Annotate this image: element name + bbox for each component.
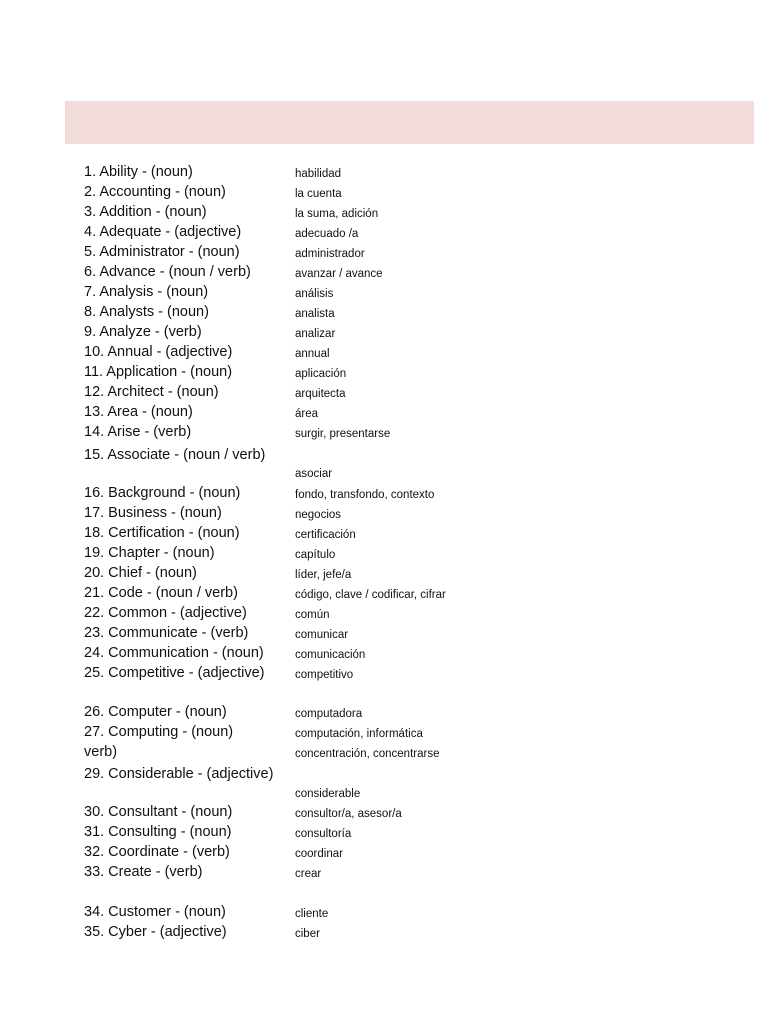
- vocab-translation: líder, jefe/a: [295, 569, 352, 581]
- vocab-translation: analista: [295, 308, 335, 320]
- vocab-term: 17. Business - (noun): [84, 505, 222, 521]
- vocab-term: 27. Computing - (noun): [84, 724, 234, 740]
- vocab-term: 21. Code - (noun / verb): [84, 585, 238, 601]
- vocab-translation: código, clave / codificar, cifrar: [295, 589, 446, 601]
- header-band: [65, 101, 754, 144]
- vocab-translation: certificación: [295, 529, 356, 541]
- vocab-term: 18. Certification - (noun): [84, 525, 240, 541]
- vocab-translation: área: [295, 408, 319, 420]
- vocab-term: 22. Common - (adjective): [84, 605, 247, 621]
- vocab-term: 9. Analyze - (verb): [84, 324, 202, 340]
- vocab-translation: coordinar: [295, 848, 343, 860]
- vocab-translation: analizar: [295, 328, 336, 340]
- vocab-term: 30. Consultant - (noun): [84, 804, 233, 820]
- vocab-term: 15. Associate - (noun / verb): [84, 447, 266, 463]
- vocab-term: 14. Arise - (verb): [84, 424, 192, 440]
- vocab-translation: competitivo: [295, 669, 354, 681]
- vocab-term: 25. Competitive - (adjective): [84, 665, 265, 681]
- vocab-translation: concentración, concentrarse: [295, 748, 440, 760]
- vocab-translation: comunicación: [295, 649, 366, 661]
- vocab-term: 35. Cyber - (adjective): [84, 924, 227, 940]
- vocab-translation: asociar: [295, 468, 333, 480]
- vocab-term: 24. Communication - (noun): [84, 645, 264, 661]
- vocab-translation: común: [295, 609, 330, 621]
- vocab-term: 4. Adequate - (adjective): [84, 224, 242, 240]
- vocab-term: 34. Customer - (noun): [84, 904, 226, 920]
- vocab-translation: cliente: [295, 908, 329, 920]
- vocab-translation: ciber: [295, 928, 320, 940]
- vocab-term: 31. Consulting - (noun): [84, 824, 232, 840]
- vocab-translation: habilidad: [295, 168, 342, 180]
- vocab-term: 11. Application - (noun): [84, 364, 233, 380]
- vocab-translation: negocios: [295, 509, 342, 521]
- vocab-term: 10. Annual - (adjective): [84, 344, 233, 360]
- vocab-translation: adecuado /a: [295, 228, 359, 240]
- vocab-term: 6. Advance - (noun / verb): [84, 264, 251, 280]
- vocab-term: 29. Considerable - (adjective): [84, 766, 274, 782]
- vocab-translation: fondo, transfondo, contexto: [295, 489, 435, 501]
- vocab-term: 2. Accounting - (noun): [84, 184, 226, 200]
- vocab-term: 7. Analysis - (noun): [84, 284, 209, 300]
- vocab-translation: computadora: [295, 708, 363, 720]
- vocab-translation: capítulo: [295, 549, 336, 561]
- vocab-translation: avanzar / avance: [295, 268, 383, 280]
- vocab-term: 16. Background - (noun): [84, 485, 241, 501]
- vocab-term: 3. Addition - (noun): [84, 204, 207, 220]
- vocab-term: 20. Chief - (noun): [84, 565, 197, 581]
- vocab-translation: annual: [295, 348, 330, 360]
- vocab-translation: arquitecta: [295, 388, 346, 400]
- vocab-translation: considerable: [295, 788, 361, 800]
- vocab-translation: comunicar: [295, 629, 349, 641]
- vocab-term: 8. Analysts - (noun): [84, 304, 209, 320]
- vocab-term: 23. Communicate - (verb): [84, 625, 249, 641]
- vocab-translation: consultor/a, asesor/a: [295, 808, 402, 820]
- vocab-term: 33. Create - (verb): [84, 864, 203, 880]
- vocab-translation: análisis: [295, 288, 334, 300]
- vocab-term: 12. Architect - (noun): [84, 384, 219, 400]
- vocab-term: 13. Area - (noun): [84, 404, 193, 420]
- vocab-term: 26. Computer - (noun): [84, 704, 227, 720]
- vocab-translation: consultoría: [295, 828, 352, 840]
- vocab-translation: la suma, adición: [295, 208, 379, 220]
- vocab-term: 19. Chapter - (noun): [84, 545, 215, 561]
- vocab-translation: administrador: [295, 248, 365, 260]
- vocab-term: 1. Ability - (noun): [84, 164, 193, 180]
- vocab-term: 32. Coordinate - (verb): [84, 844, 230, 860]
- vocab-translation: surgir, presentarse: [295, 428, 391, 440]
- vocab-term: 5. Administrator - (noun): [84, 244, 240, 260]
- vocab-translation: crear: [295, 868, 322, 880]
- vocab-term: verb): [84, 744, 118, 760]
- vocab-translation: la cuenta: [295, 188, 342, 200]
- vocab-translation: aplicación: [295, 368, 347, 380]
- vocab-translation: computación, informática: [295, 728, 423, 740]
